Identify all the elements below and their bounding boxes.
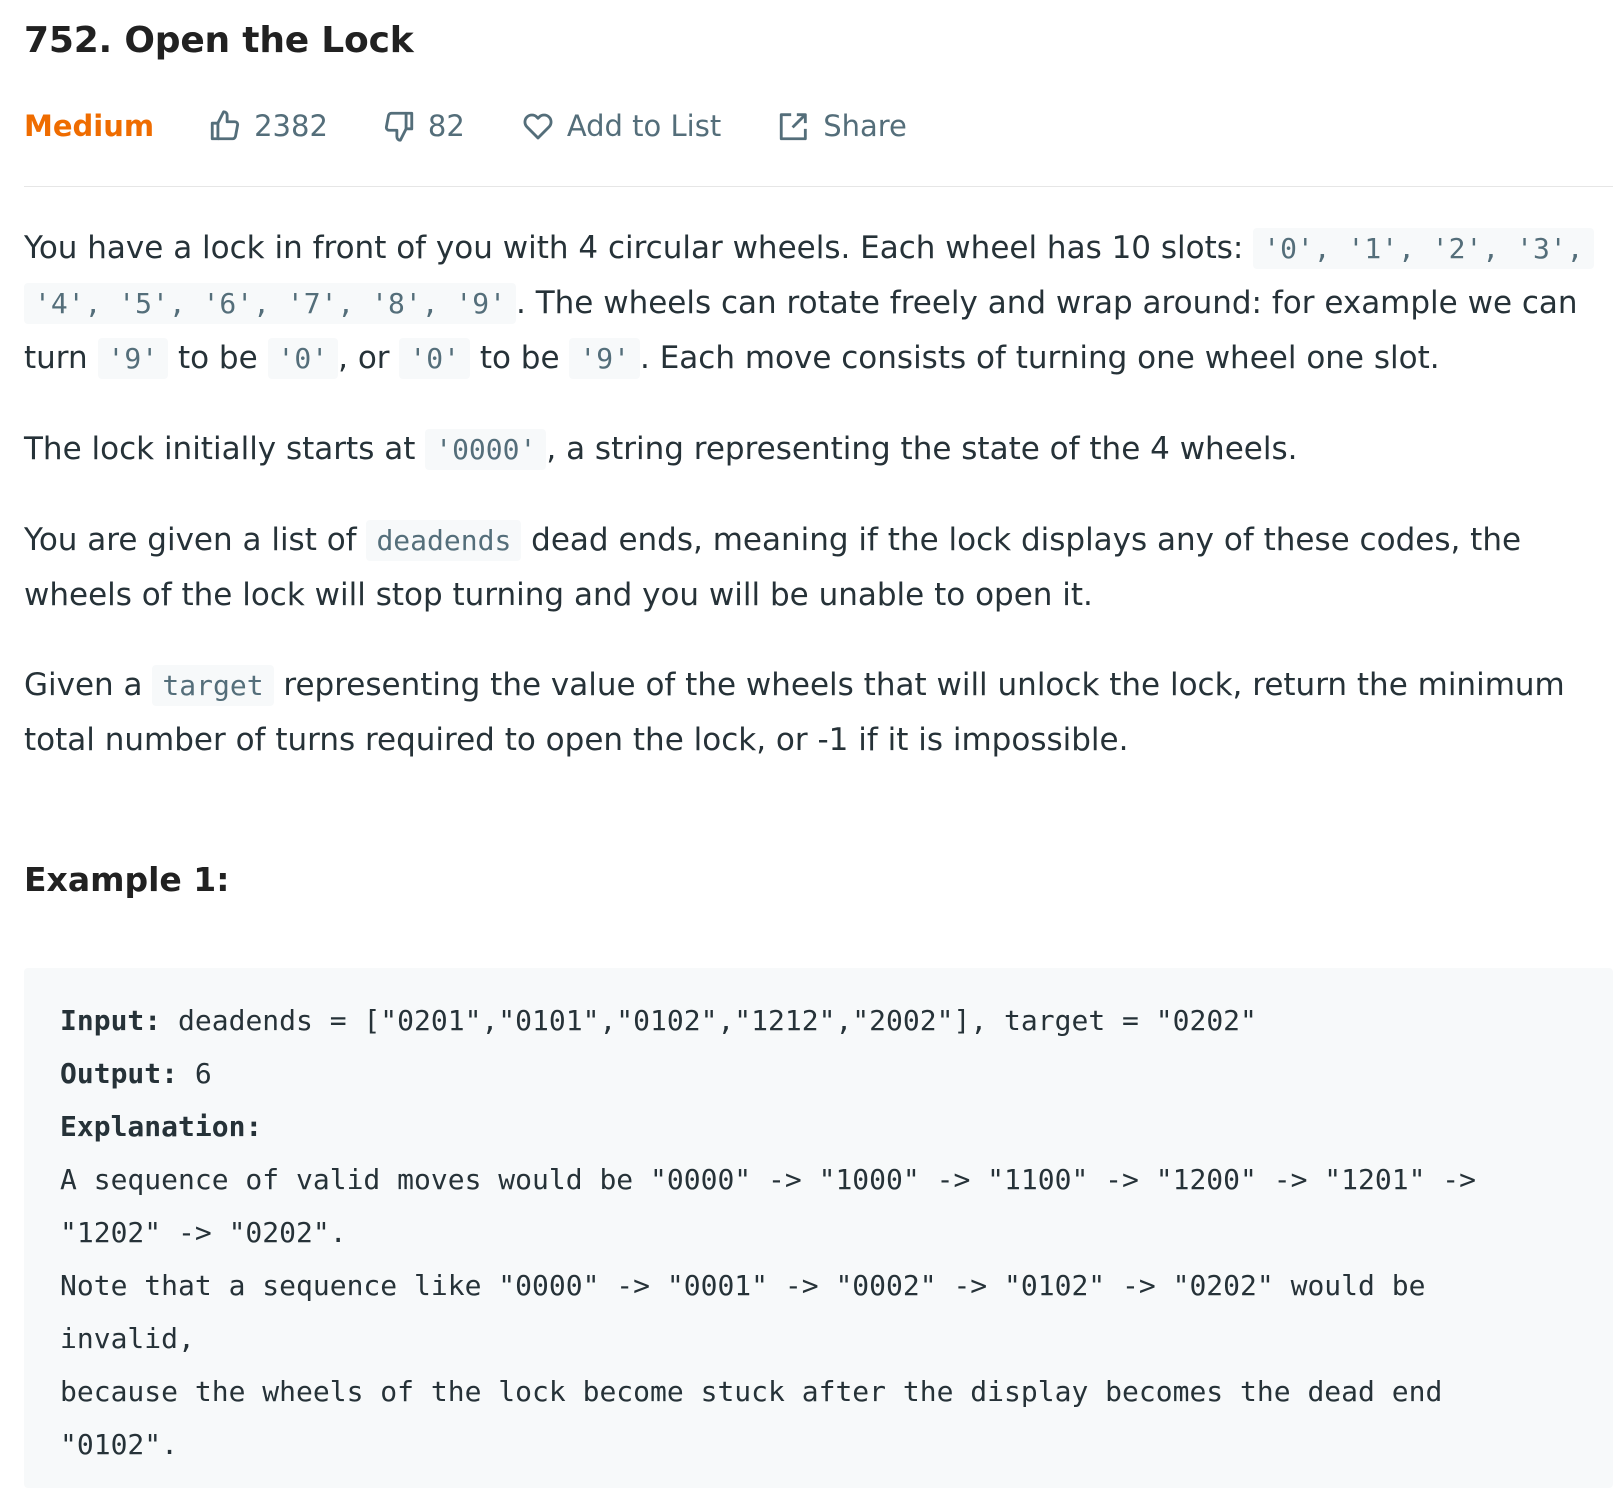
explanation-line: because the wheels of the lock become stuck after the display becomes the dead end [60, 1375, 1443, 1408]
description-paragraph-2 [24, 422, 1599, 477]
problem-description [24, 221, 1599, 803]
output-label: Output: [60, 1057, 179, 1090]
thumbs-down-icon [382, 109, 416, 143]
description-paragraph-4 [24, 658, 1599, 767]
inline-code: target [152, 665, 273, 706]
example-heading: Example 1: [24, 860, 230, 899]
difficulty-badge: Medium [24, 109, 155, 143]
desc-text: , a string representing the state of the 4 wheels. [546, 431, 1298, 467]
description-paragraph-3 [24, 513, 1599, 622]
desc-text: , or [338, 340, 400, 376]
desc-text: . Each move consists of turning one wheel one slot. [639, 340, 1440, 376]
desc-text: The lock initially starts at [24, 431, 426, 467]
page-title: 752. Open the Lock [24, 20, 414, 61]
desc-text: dead ends, meaning if the lock displays any of these codes, the wheels of the lock will stop turning and you will be unable to open it. [24, 522, 1522, 613]
explanation-line: "0102". [60, 1428, 179, 1461]
heart-icon [521, 109, 555, 143]
add-to-list-button[interactable] [521, 109, 721, 143]
desc-text: to be [469, 340, 570, 376]
description-paragraph-1 [24, 221, 1599, 386]
share-label: Share [823, 109, 907, 143]
example-code-block [24, 968, 1613, 1488]
dislike-button[interactable] [382, 109, 465, 143]
desc-text: representing the value of the wheels that will unlock the lock, return the minimum total number of turns required to open the lock, or -1 if it is impossible. [24, 667, 1565, 758]
inline-code: '9' [98, 338, 169, 379]
problem-meta-bar [24, 96, 907, 156]
inline-code: deadends [366, 520, 521, 561]
example-pre [60, 994, 1577, 1471]
header-divider [24, 186, 1613, 187]
explanation-line: invalid, [60, 1322, 195, 1355]
like-button[interactable] [208, 109, 328, 143]
thumbs-up-icon [208, 109, 242, 143]
share-icon [777, 109, 811, 143]
explanation-line: "1202" -> "0202". [60, 1216, 347, 1249]
desc-text: Given a [24, 667, 153, 703]
share-button[interactable] [777, 109, 907, 143]
explanation-line: A sequence of valid moves would be "0000" -> "1000" -> "1100" -> "1200" -> "1201" -> [60, 1163, 1477, 1196]
inline-code: '0' [399, 338, 470, 379]
inline-code: '0', '1', '2', '3', [1253, 228, 1593, 269]
output-value: 6 [178, 1057, 212, 1090]
inline-code: '9' [569, 338, 640, 379]
like-count: 2382 [254, 109, 328, 143]
input-value: deadends = ["0201","0101","0102","1212","2002"], target = "0202" [161, 1004, 1257, 1037]
inline-code: '0' [268, 338, 339, 379]
inline-code: '0000' [425, 429, 546, 470]
desc-text: . The wheels can rotate freely and wrap around: for example we can turn [24, 285, 1578, 376]
desc-text: You are given a list of [24, 522, 367, 558]
desc-text: to be [168, 340, 268, 376]
explanation-line: Note that a sequence like "0000" -> "0001" -> "0002" -> "0102" -> "0202" would be [60, 1269, 1426, 1302]
add-to-list-label: Add to List [566, 109, 722, 143]
dislike-count: 82 [427, 109, 465, 143]
inline-code: '4', '5', '6', '7', '8', '9' [24, 283, 516, 324]
desc-text: You have a lock in front of you with 4 circular wheels. Each wheel has 10 slots: [24, 230, 1254, 266]
explanation-label: Explanation: [60, 1110, 263, 1143]
input-label: Input: [60, 1004, 162, 1037]
